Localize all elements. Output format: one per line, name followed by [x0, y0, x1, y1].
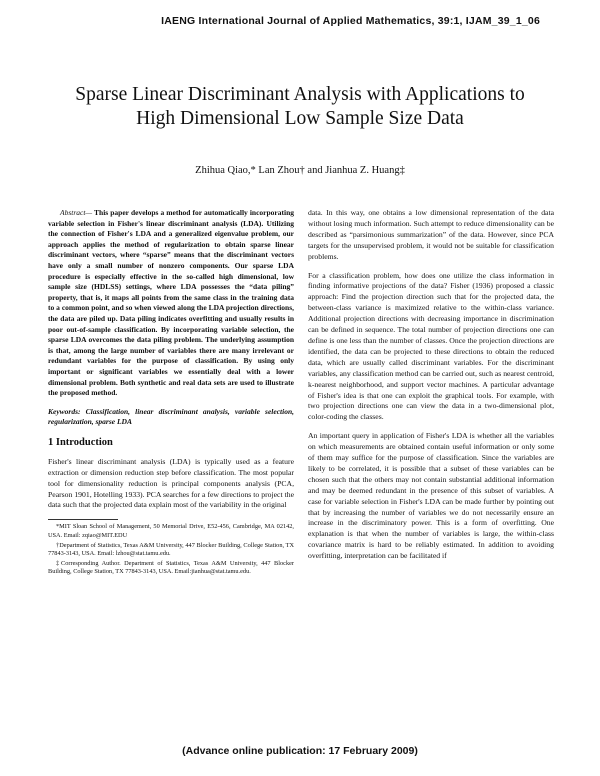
abstract-lead: Abstract— — [60, 208, 93, 217]
abstract — [48, 208, 294, 399]
right-paragraph-1: data. In this way, one obtains a low dimensional representation of the data without losing much information. Such attempt to reduce dimensionality can be described as “parsimonious summarization” of the data. However, since PCA targets for the unsupervised problem, it would not be suitable for classification problems. — [308, 208, 554, 261]
journal-header: IAENG International Journal of Applied Mathematics, 39:1, IJAM_39_1_06 — [161, 15, 540, 27]
section-heading-introduction: 1 Introduction — [48, 436, 113, 448]
right-paragraph-3: An important query in application of Fisher's LDA is whether all the variables on which measurements are obtained contain useful information or only some of them may suffice for the purpose of classification. Since the variables are likely to be correlated, it is possible that a subset of these variables can be chosen such that the others may not contain substantial additional information and may be deemed redundant in the presence of this subset of variables. A case for variable selection in Fisher's LDA can be made further by pointing out that by increasing the number of variables we do not necessarily ensure an increase in the discriminatory power. This is a form of overfitting. One explanation is that when the number of variables is large, the within-class covariance matrix is hard to be reliably estimated. In addition to avoiding overfitting, interpretation can be facilitated if — [308, 431, 554, 561]
footnote-1: *MIT Sloan School of Management, 50 Memorial Drive, E52-456, Cambridge, MA 02142, USA. Email: zqiao@MIT.EDU — [48, 523, 294, 539]
keywords: Keywords: Classification, linear discriminant analysis, variable selection, regularization, sparse LDA — [48, 406, 294, 427]
abstract-text: This paper develops a method for automatically incorporating variable selection in Fisher's linear discriminant analysis (LDA). Utilizing the connection of Fisher's LDA and a generalized eigenvalue problem, our approach applies the method of regularization to obtain sparse linear discriminant vectors, where “sparse” means that the discriminant vectors have only a small number of nonzero components. Our sparse LDA procedure is especially effective in the so-called high dimensional, low sample size (HDLSS) settings, where LDA possesses the “data piling” property, that is, it maps all points from the same class in the training data to a common point, and so when viewed along the LDA projection directions, the data are piled up. Data piling indicates overfitting and usually results in poor out-of-sample classification. By incorporating variable selection, the sparse LDA overcomes the data piling problem. The underlying assumption is that, among the large number of variables there are many irrelevant or redundant variables for the purpose of classification. By using only important or significant variables we essentially deal with a lower dimensional problem. Both synthetic and real data sets are used to illustrate the proposed method. — [48, 208, 295, 398]
footnote-divider — [48, 519, 118, 520]
right-paragraph-2: For a classification problem, how does one utilize the class information in finding informative projections of the data? Fisher (1936) proposed a classic approach: Find the projection direction such that for the projected data, the between-class variance is maximized relative to the within-class variance. Additional projection directions with decreasing importance in discrimination can be defined in sequence. The total number of projection directions one can define is one less than the number of classes. Once the projection directions are identified, the data can be projected to these directions to obtain the reduced data, which are usually called discriminant variables. For the discriminant variables, any classification method can be carried out, such as nearest centroid, k-nearest neighborhood, and support vector machines. A particular advantage of Fisher's idea is that one can exploit the graphical tools. For example, with two projection directions one can view the data in a two-dimensional plot, color-coding the classes. — [308, 270, 554, 422]
footnote-2: †Department of Statistics, Texas A&M University, 447 Blocker Building, College Station, TX 77843-3143, USA. Email: lzhou@stat.tamu.edu. — [48, 541, 294, 558]
footnote-3: ‡Corresponding Author. Department of Statistics, Texas A&M University, 447 Blocker Building, College Station, TX 77843-3143, USA. Email:jianhua@stat.tamu.edu. — [48, 559, 294, 576]
intro-paragraph-1: Fisher's linear discriminant analysis (LDA) is typically used as a feature extraction or dimension reduction step before classification. The most popular tool for dimensionality reduction is principal components analysis (PCA, Pearson 1901, Hotelling 1933). PCA searches for a few directions to project the data such that the projected data explain most of the variability in the original — [48, 456, 294, 510]
paper-title: Sparse Linear Discriminant Analysis with Applications to High Dimensional Low Sample Size Data — [75, 84, 525, 129]
right-column — [308, 208, 554, 570]
author-line: Zhihua Qiao,* Lan Zhou† and Jianhua Z. Huang‡ — [195, 165, 405, 176]
left-column — [48, 208, 294, 578]
advance-publication-note: (Advance online publication: 17 February 2009) — [182, 745, 418, 757]
